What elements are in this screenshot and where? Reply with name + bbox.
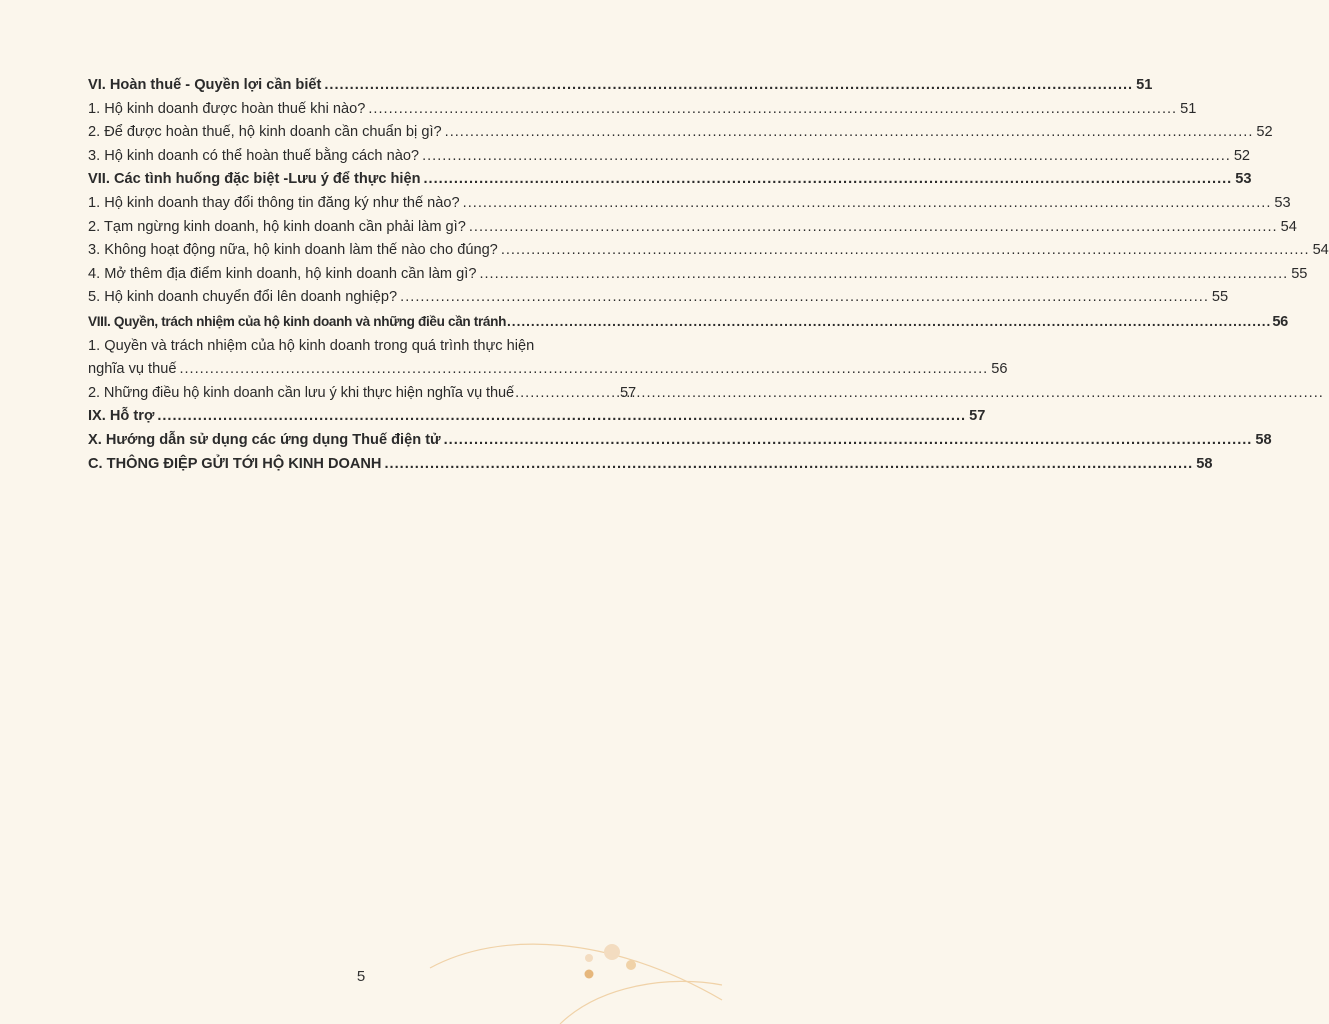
decorative-dot bbox=[604, 944, 620, 960]
toc-page-number: 57 bbox=[619, 384, 636, 401]
toc-page-number: 52 bbox=[1256, 124, 1273, 141]
page-number: 5 bbox=[356, 968, 366, 985]
toc-entry-title: VII. Các tình huống đặc biệt -Lưu ý để thực hiện bbox=[88, 171, 421, 188]
toc-entry-title: VI. Hoàn thuế - Quyền lợi cần biết bbox=[88, 77, 322, 93]
toc-page-number: 58 bbox=[1255, 431, 1272, 448]
toc-entry-title: C. THÔNG ĐIỆP GỬI TỚI HỘ KINH DOANH bbox=[88, 455, 382, 472]
toc-entry-title: 2. Tạm ngừng kinh doanh, hộ kinh doanh cần phải làm gì? bbox=[88, 218, 466, 235]
toc-page-number: 56 bbox=[991, 361, 1008, 378]
toc-page-number: 51 bbox=[1180, 100, 1197, 117]
toc-page-number: 51 bbox=[1136, 77, 1153, 93]
decorative-dot bbox=[585, 954, 593, 962]
toc-entry-title: 5. Hộ kinh doanh chuyển đổi lên doanh nghiệp? bbox=[88, 289, 398, 306]
toc-page-number: 52 bbox=[1233, 147, 1251, 164]
toc-entry-title: 4. Mở thêm địa điểm kinh doanh, hộ kinh doanh cần làm gì? bbox=[88, 265, 477, 282]
toc-page-number: 54 bbox=[1280, 218, 1297, 235]
toc-page-number: 57 bbox=[969, 408, 986, 425]
toc-entry-title: VIII. Quyền, trách nhiệm của hộ kinh doanh và những điều cần tránh bbox=[88, 313, 507, 329]
toc-entry-title-line1: 1. Quyền và trách nhiệm của hộ kinh doanh trong quá trình thực hiện bbox=[88, 337, 535, 354]
toc-entry-title: 1. Hộ kinh doanh được hoàn thuế khi nào? bbox=[88, 100, 366, 117]
toc-page-number: 53 bbox=[1274, 194, 1291, 211]
toc-page-number: 58 bbox=[1196, 455, 1213, 472]
toc-page-number: 56 bbox=[1272, 313, 1288, 330]
toc-entry-title: 3. Hộ kinh doanh có thể hoàn thuế bằng cách nào? bbox=[88, 147, 420, 164]
toc-entry-title: nghĩa vụ thuế bbox=[88, 361, 177, 378]
swirl-curve-2 bbox=[560, 981, 722, 1024]
toc-entry-title: 2. Để được hoàn thuế, hộ kinh doanh cần chuẩn bị gì? bbox=[88, 124, 442, 141]
toc-page-number: 55 bbox=[1211, 289, 1229, 306]
toc-entry-title: IX. Hỗ trợ bbox=[88, 408, 155, 425]
toc-page-number: 55 bbox=[1291, 265, 1308, 282]
toc-page-number: 54 bbox=[1312, 242, 1329, 259]
toc-entry-title: X. Hướng dẫn sử dụng các ứng dụng Thuế điện tử bbox=[88, 431, 441, 448]
toc-entry-title: 2. Những điều hộ kinh doanh cần lưu ý khi thực hiện nghĩa vụ thuế bbox=[88, 384, 515, 401]
toc-entry-title: 3. Không hoạt động nữa, hộ kinh doanh làm thế nào cho đúng? bbox=[88, 242, 498, 259]
toc-page-number: 53 bbox=[1235, 171, 1252, 188]
toc-entry-title: 1. Hộ kinh doanh thay đổi thông tin đăng ký như thế nào? bbox=[88, 194, 460, 211]
